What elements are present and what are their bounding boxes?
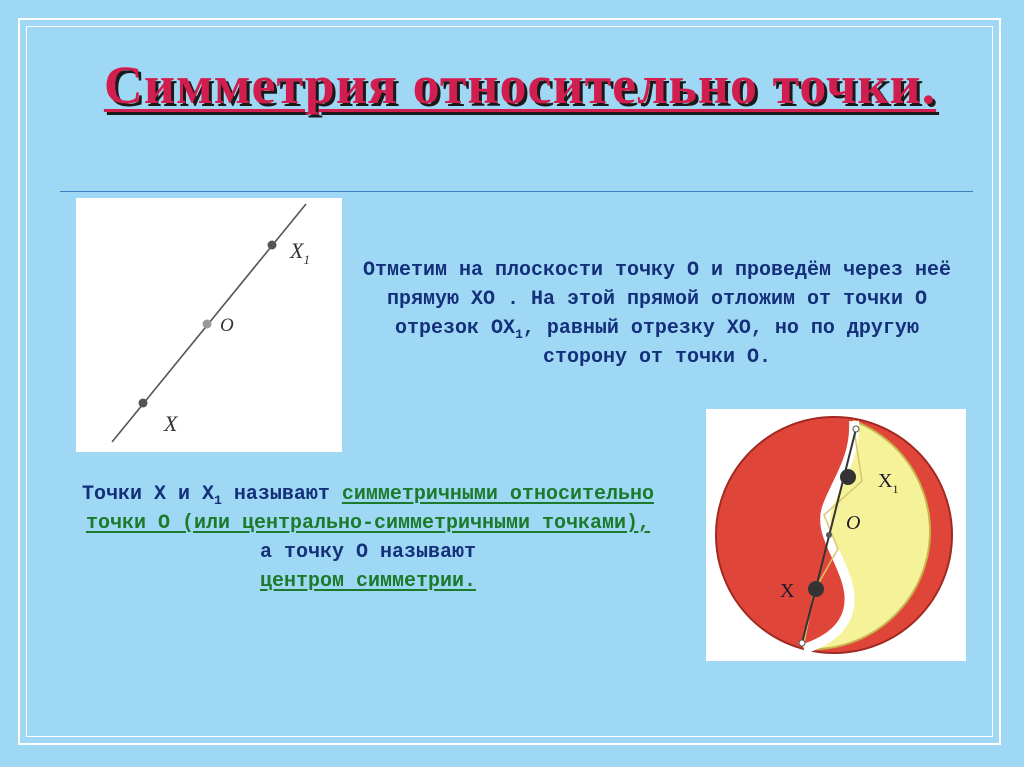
label-x1: $X_1$ bbox=[290, 238, 310, 267]
title-divider bbox=[60, 191, 973, 192]
point-x1 bbox=[840, 469, 856, 485]
label-x: X bbox=[780, 580, 795, 602]
label-x: X bbox=[164, 411, 178, 436]
description-text: Отметим на плоскости точку О и проведём через неё прямую ХО . На этой прямой отложим от точки О отрезок $ОХ_1$, равный отрезку ХО, но по другую сторону от точки О. bbox=[362, 259, 952, 369]
line-figure bbox=[76, 198, 342, 452]
line-figure-drawing bbox=[76, 198, 342, 452]
yinyang-figure bbox=[706, 409, 966, 661]
yinyang-drawing bbox=[706, 409, 966, 661]
slide-title: Симметрия относительно точки. bbox=[103, 55, 937, 115]
label-o: O bbox=[846, 512, 861, 534]
point-o bbox=[826, 532, 832, 538]
point-x1 bbox=[268, 241, 277, 250]
point-o bbox=[203, 320, 212, 329]
definition-middle: а точку О называют bbox=[259, 541, 477, 564]
point-x bbox=[139, 399, 148, 408]
end-point-top bbox=[853, 426, 859, 432]
definition-text: Точки Х и $Х_1$ называют симметричными относительно точки О (или центрально-симметричными точками), а точку О называют центром симметрии. bbox=[82, 483, 654, 593]
term-symmetric-points: симметричными относительно точки О (или центрально-симметричными точками), bbox=[85, 483, 654, 535]
end-point-bottom bbox=[799, 640, 805, 646]
label-x1: $X_1$ bbox=[878, 470, 899, 496]
term-center-of-symmetry: центром симметрии. bbox=[259, 570, 477, 593]
label-o: O bbox=[220, 315, 234, 336]
point-x bbox=[808, 581, 824, 597]
